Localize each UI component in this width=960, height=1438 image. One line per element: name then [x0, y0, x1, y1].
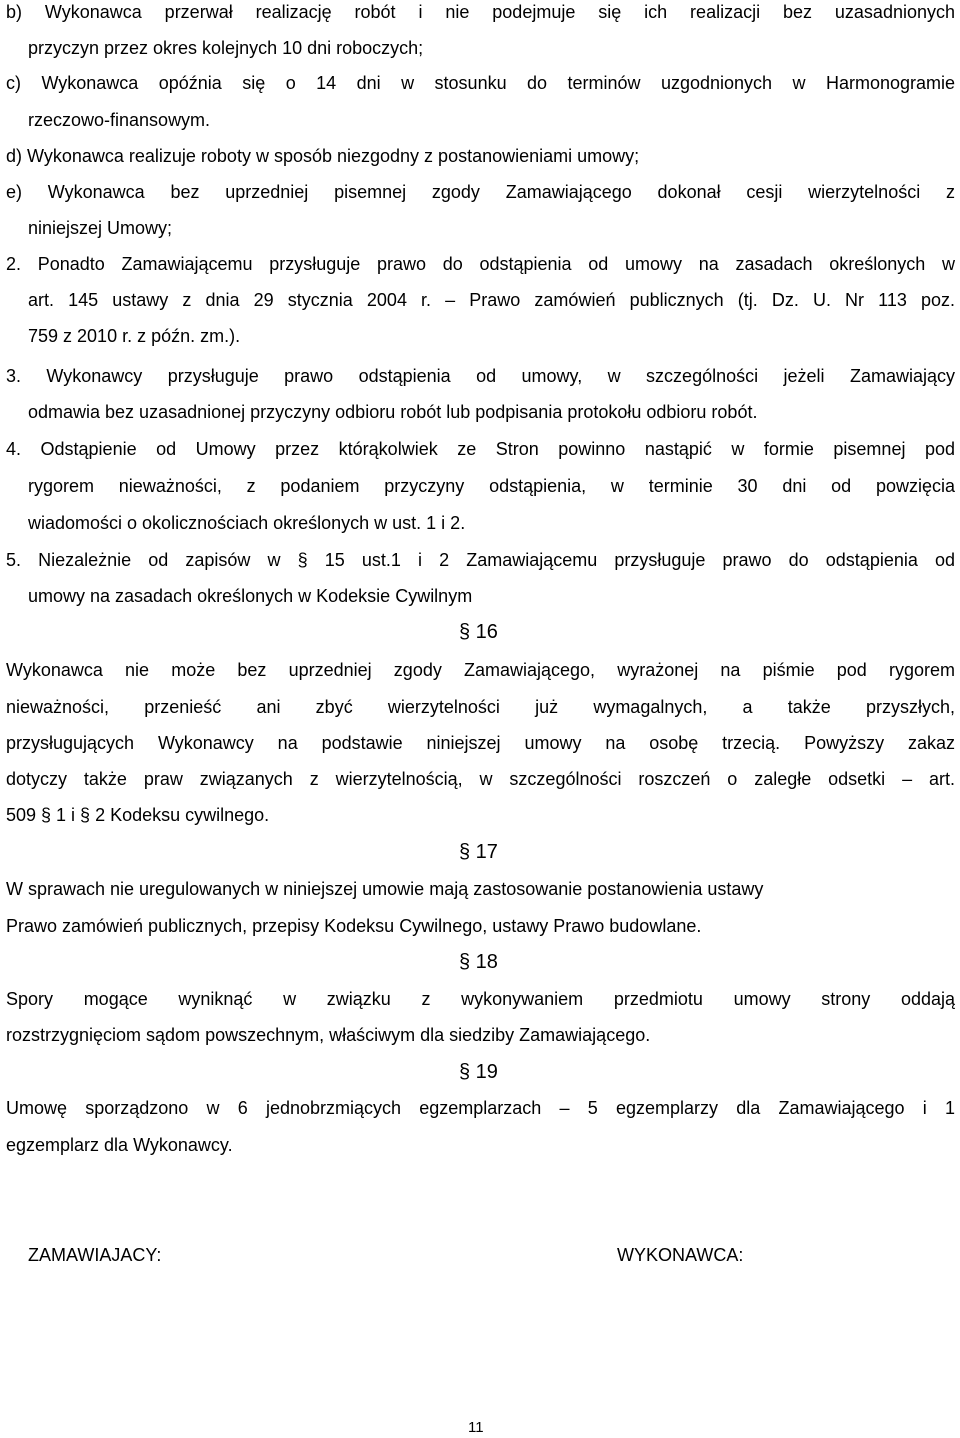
- section-heading-18: § 18: [459, 951, 498, 973]
- text-line: 509 § 1 i § 2 Kodeksu cywilnego.: [6, 805, 270, 825]
- text-line: rygorem nieważności, z podaniem przyczyny odstąpienia, w terminie 30 dni od powzięcia: [28, 476, 955, 496]
- text-line: Spory mogące wyniknąć w związku z wykonywaniem przedmiotu umowy strony oddają: [6, 989, 955, 1009]
- text-line: wiadomości o okolicznościach określonych w ust. 1 i 2.: [28, 513, 466, 533]
- text-line: Umowę sporządzono w 6 jednobrzmiących egzemplarzach – 5 egzemplarzy dla Zamawiającego i 1: [6, 1098, 955, 1118]
- text-line: egzemplarz dla Wykonawcy.: [6, 1135, 233, 1155]
- signature-label-contractor: WYKONAWCA:: [617, 1245, 744, 1265]
- text-line: d) Wykonawca realizuje roboty w sposób niezgodny z postanowieniami umowy;: [6, 146, 640, 166]
- text-line: b) Wykonawca przerwał realizację robót i nie podejmuje się ich realizacji bez uzasadnionych: [6, 2, 955, 22]
- text-line: c) Wykonawca opóźnia się o 14 dni w stosunku do terminów uzgodnionych w Harmonogramie: [6, 73, 955, 93]
- text-line: nieważności, przenieść ani zbyć wierzytelności już wymagalnych, a także przyszłych,: [6, 697, 955, 717]
- text-line: 4. Odstąpienie od Umowy przez którąkolwiek ze Stron powinno nastąpić w formie pisemnej pod: [6, 439, 955, 459]
- section-heading-17: § 17: [459, 841, 498, 863]
- text-line: przyczyn przez okres kolejnych 10 dni roboczych;: [28, 38, 424, 58]
- signature-label-client: ZAMAWIAJACY:: [28, 1245, 162, 1265]
- text-line: 759 z 2010 r. z późn. zm.).: [28, 326, 241, 346]
- text-line: e) Wykonawca bez uprzedniej pisemnej zgody Zamawiającego dokonał cesji wierzytelności z: [6, 182, 955, 202]
- text-line: dotyczy także praw związanych z wierzytelnością, w szczególności roszczeń o zaległe odsetki – art.: [6, 769, 955, 789]
- text-line: Wykonawca nie może bez uprzedniej zgody Zamawiającego, wyrażonej na piśmie pod rygorem: [6, 660, 955, 680]
- text-line: 3. Wykonawcy przysługuje prawo odstąpienia od umowy, w szczególności jeżeli Zamawiający: [6, 366, 955, 386]
- text-line: W sprawach nie uregulowanych w niniejszej umowie mają zastosowanie postanowienia ustawy: [6, 879, 764, 899]
- text-line: odmawia bez uzasadnionej przyczyny odbioru robót lub podpisania protokołu odbioru robót.: [28, 402, 758, 422]
- page-number: 11: [468, 1419, 484, 1436]
- text-line: umowy na zasadach określonych w Kodeksie Cywilnym: [28, 586, 473, 606]
- text-line: art. 145 ustawy z dnia 29 stycznia 2004 r. – Prawo zamówień publicznych (tj. Dz. U. Nr 113 poz.: [28, 290, 955, 310]
- text-line: 5. Niezależnie od zapisów w § 15 ust.1 i 2 Zamawiającemu przysługuje prawo do odstąpienia od: [6, 550, 955, 570]
- text-line: rozstrzygnięciom sądom powszechnym, właściwym dla siedziby Zamawiającego.: [6, 1025, 651, 1045]
- text-line: 2. Ponadto Zamawiającemu przysługuje prawo do odstąpienia od umowy na zasadach określonych w: [6, 254, 955, 274]
- section-heading-16: § 16: [459, 621, 498, 643]
- section-heading-19: § 19: [459, 1061, 498, 1083]
- text-line: rzeczowo-finansowym.: [28, 110, 211, 130]
- text-line: niniejszej Umowy;: [28, 218, 173, 238]
- text-line: przysługujących Wykonawcy na podstawie niniejszej umowy na osobę trzecią. Powyższy zakaz: [6, 733, 955, 753]
- text-line: Prawo zamówień publicznych, przepisy Kodeksu Cywilnego, ustawy Prawo budowlane.: [6, 916, 702, 936]
